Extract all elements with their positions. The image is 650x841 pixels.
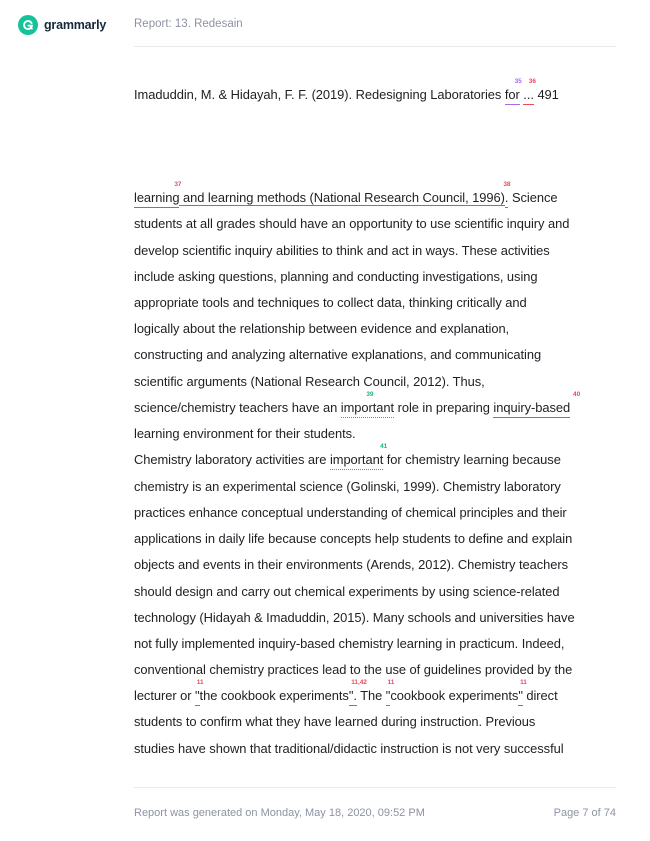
- highlighted-phrase[interactable]: and learning methods (National Research Council, 1996): [179, 190, 505, 205]
- text-line: learning 37 and learning methods (National Research Council, 1996). 38 Science: [134, 189, 558, 207]
- text-line: objects and events in their environments (Arends, 2012). Chemistry teachers: [134, 557, 569, 572]
- text-line: applications in daily life because concepts help students to define and explain: [134, 531, 573, 546]
- text-line: students at all grades should have an opportunity to use scientific inquiry and: [134, 216, 570, 231]
- text-line: should design and carry out chemical experiments by using science-related: [134, 584, 560, 599]
- text-line: learning environment for their students.: [134, 426, 356, 441]
- brand-name: grammarly: [44, 18, 107, 32]
- issue-mark-38[interactable]: . 38: [505, 189, 509, 208]
- text-line: scientific arguments (National Research Council, 2012). Thus,: [134, 374, 485, 389]
- text-line: studies have shown that traditional/didactic instruction is not very successful: [134, 741, 564, 756]
- text-line: technology (Hidayah & Imaduddin, 2015). Many schools and universities have: [134, 610, 575, 625]
- citation-line: Imaduddin, M. & Hidayah, F. F. (2019). Redesigning Laboratories for 35 ... 36 491: [134, 86, 559, 104]
- report-title: Report: 13. Redesain: [134, 18, 243, 30]
- text-line: science/chemistry teachers have an important 39 role in preparing inquiry-based 40: [134, 399, 570, 417]
- issue-mark-11[interactable]: " 11: [386, 687, 391, 706]
- issue-mark-37[interactable]: learning 37: [134, 189, 179, 208]
- grammarly-logo[interactable]: [18, 14, 106, 36]
- footer-divider: [134, 787, 616, 788]
- text-line: include asking questions, planning and conducting investigations, using: [134, 269, 538, 284]
- text-line: not fully implemented inquiry-based chemistry learning in practicum. Indeed,: [134, 636, 565, 651]
- header-divider: [134, 46, 616, 47]
- issue-mark-41[interactable]: important 41: [330, 451, 383, 470]
- issue-mark-11[interactable]: " 11: [195, 687, 200, 706]
- report-header: [0, 0, 650, 48]
- report-generated-date: Report was generated on Monday, May 18, 2020, 09:52 PM: [134, 807, 425, 819]
- grammarly-g-icon: [18, 15, 38, 35]
- text-line: lecturer or " 11 the cookbook experiments". 11,42 The " 11 cookbook experiments" 11 direct: [134, 687, 558, 705]
- issue-mark-36[interactable]: ... 36: [523, 86, 534, 105]
- issue-mark-39[interactable]: important 39: [341, 399, 394, 418]
- text-line: conventional chemistry practices lead to the use of guidelines provided by the: [134, 662, 573, 677]
- text-line: practices enhance conceptual understanding of chemical principles and their: [134, 505, 567, 520]
- text-line: logically about the relationship between evidence and explanation,: [134, 321, 510, 336]
- page-indicator: Page 7 of 74: [553, 807, 616, 819]
- issue-mark-40[interactable]: inquiry-based 40: [493, 399, 570, 418]
- issue-mark-11-42[interactable]: ". 11,42: [349, 687, 357, 706]
- text-line: develop scientific inquiry abilities to think and act in ways. These activities: [134, 243, 550, 258]
- text-line: students to confirm what they have learned during instruction. Previous: [134, 714, 536, 729]
- text-line: constructing and analyzing alternative explanations, and communicating: [134, 347, 542, 362]
- text-line: appropriate tools and techniques to collect data, thinking critically and: [134, 295, 527, 310]
- issue-mark-11[interactable]: " 11: [518, 687, 523, 706]
- text-line: chemistry is an experimental science (Golinski, 1999). Chemistry laboratory: [134, 479, 561, 494]
- text-line: Chemistry laboratory activities are important 41 for chemistry learning because: [134, 451, 561, 469]
- issue-mark-35[interactable]: for 35: [505, 86, 520, 105]
